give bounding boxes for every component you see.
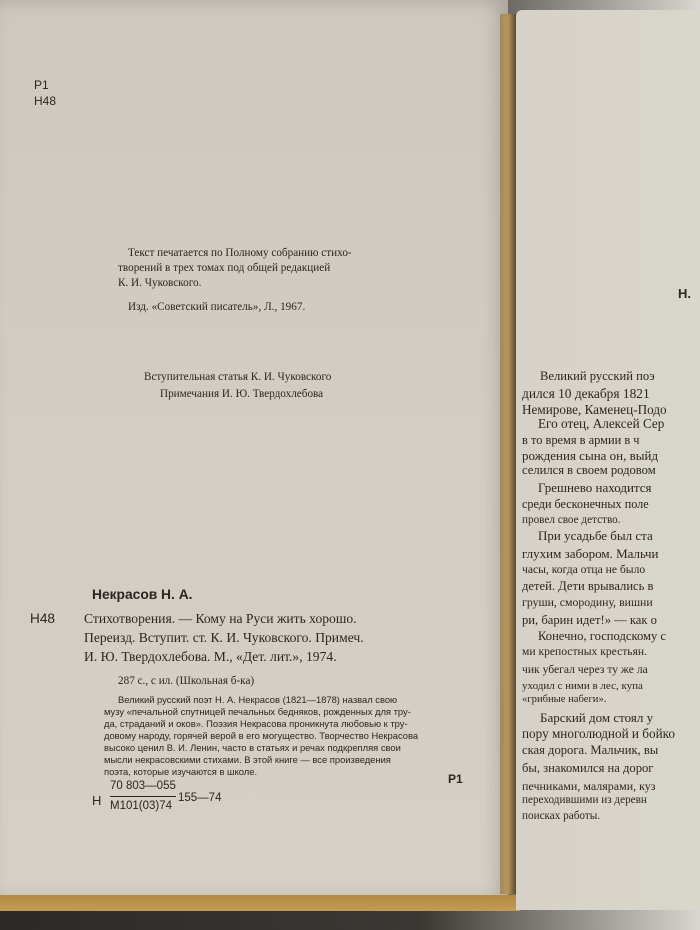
pages-note: 287 с., с ил. (Школьная б-ка) [118,675,255,687]
right-page-line: Великий русский поэ [540,369,655,383]
annotation-line-5: высоко ценил В. И. Ленин, часто в статьях и речах подкрепляя свои [104,742,401,753]
right-page-line: Немирове, Каменец-Подо [522,402,667,417]
source-note-line-3: К. И. Чуковского. [118,277,202,289]
annotation-line-1: Великий русский поэт Н. А. Некрасов (1821—1878) назвал свою [118,694,398,705]
index-denominator: М101(03)74 [110,800,173,812]
right-page-line: Его отец, Алексей Сер [538,416,665,431]
right-page-line: При усадьбе был ста [538,528,653,543]
right-page-line: уходил с ними в лес, купа [522,680,643,692]
right-page-line: часы, когда отца не было [522,563,646,576]
right-page-line: глухим забором. Мальчи [522,546,659,561]
author-heading: Некрасов Н. А. [92,587,193,602]
right-page-line: ри, барин идет!» — как о [522,613,657,627]
right-page-line: ми крепостных крестьян. [522,645,648,658]
index-numerator: 70 803—055 [110,780,176,792]
credits-notes: Примечания И. Ю. Твердохлебова [160,388,324,400]
right-heading-fragment: Н. [678,286,691,301]
right-page-line: рождения сына он, выйд [522,448,659,463]
annotation-line-4: довому народу, горячей верой в его могущество. Творчество Некрасова [104,730,419,741]
right-page-line: бы, знакомился на дорог [522,761,654,775]
annotation-line-3: да, страданий и оков». Поэзия Некрасова проникнута любовью к тру- [104,718,408,729]
description-line-3: И. Ю. Твердохлебова. М., «Дет. лит.», 1974. [84,649,337,664]
index-suffix: 155—74 [178,792,222,804]
credits-intro: Вступительная статья К. И. Чуковского [144,371,332,383]
right-page-line: пору многолюдной и бойко [522,726,675,741]
right-page-line: ская дорога. Мальчик, вы [522,743,659,757]
annotation-line-2: музу «печальной спутницей печальных бедняков, рожденных для тру- [104,706,411,717]
edition-note: Изд. «Советский писатель», Л., 1967. [128,301,306,313]
annotation-line-7: поэта, которые изучаются в школе. [104,766,258,777]
description-line-2: Переизд. Вступит. ст. К. И. Чуковского. Примеч. [84,630,364,645]
description-line-1: Стихотворения. — Кому на Руси жить хорошо. [84,611,357,626]
right-page-line: дился 10 декабря 1821 [522,386,650,401]
right-page-line: поисках работы. [522,810,601,822]
page-bottom-edge [0,895,520,911]
source-note-line-2: творений в трех томах под общей редакцией [118,262,331,274]
right-page-line: переходившими из деревн [522,794,647,806]
classification-code-r1: Р1 [34,78,49,92]
index-fraction-line [110,796,176,797]
right-page-line: «грибные набеги». [522,694,607,705]
right-page-line: Барский дом стоял у [540,710,654,725]
right-page-line: Грешнево находится [538,480,652,495]
right-page-line: провел свое детство. [522,514,621,526]
right-page-line: среди бесконечных поле [522,497,649,511]
annotation-line-6: мысли некрасовскими стихами. В этой книге — все произведения [104,754,391,765]
right-page-line: в то время в армии в ч [522,433,640,447]
classification-footer: Р1 [448,772,463,786]
right-page-line: груши, смородину, вишни [522,595,653,609]
bbk-code-inline: Н48 [30,611,55,626]
right-page-line: печниками, малярами, куз [522,779,656,793]
right-page-line: селился в своем родовом [522,463,656,477]
index-letter: Н [92,793,102,808]
right-page-line: детей. Дети врывались в [522,579,654,593]
right-page-line: чик убегал через ту же ла [522,663,648,676]
classification-code-h48: Н48 [34,94,57,108]
right-page-line: Конечно, господскому с [538,629,667,643]
source-note-line-1: Текст печатается по Полному собранию стихо- [128,247,352,259]
